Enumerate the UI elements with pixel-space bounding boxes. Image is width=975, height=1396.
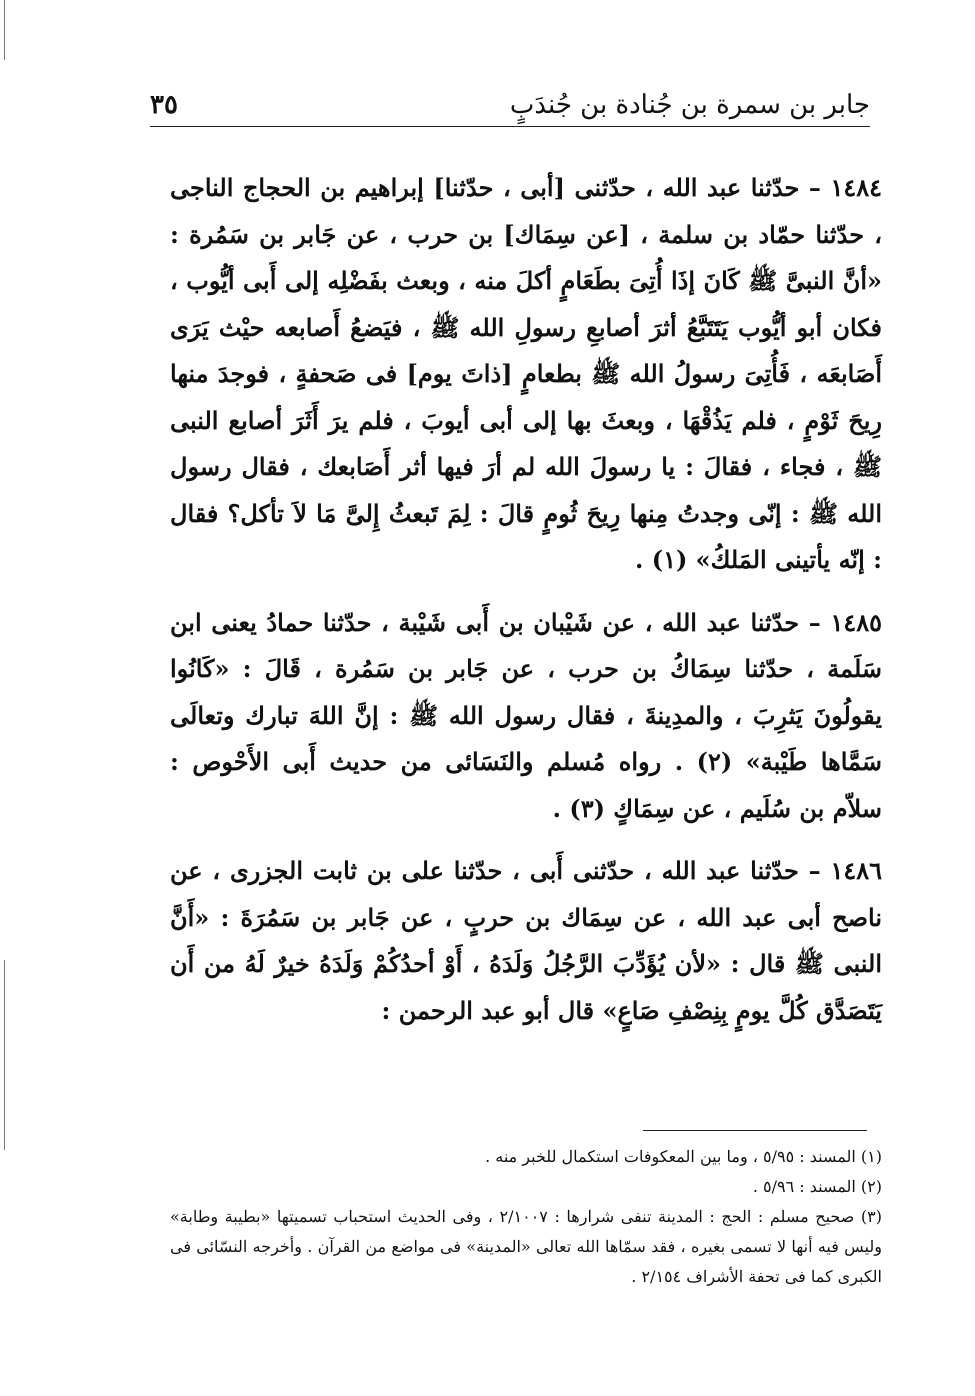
footnote-1: (١) المسند : ٥/٩٥ ، وما بين المعكوفات استكمال للخبر منه . (485, 1147, 882, 1166)
hadith-1486: ١٤٨٦ – حدّثنا عبد الله ، حدّثنى أَبى ، حدّثنا على بن ثابت الجزرى ، عن ناصح أبى عبد الله ، عن سِمَاك بن حربٍ ، عن جَابر بن سَمُرَةَ : «أَنَّ النبى ﷺ قال : «لأن يُؤَدِّبَ الرَّجُلُ وَلَدَهُ ، أَوْ أحدُكُمْ وَلَدَهُ خيرٌ لَهُ من أَن يَتَصَدَّق كُلَّ يومٍ بِنِصْفِ صَاعٍ» قال أبو عبد الرحمن : (170, 856, 883, 1025)
page-header (150, 82, 870, 127)
main-text (170, 165, 882, 1050)
footnote-separator (643, 1130, 867, 1131)
footnote-3: (٣) صحيح مسلم : الحج : المدينة تنفى شرارها : ٢/١٠٠٧ ، وفى الحديث استحباب تسميتها «بطيبة وطابة» وليس فيه أنها لا تسمى بغيره ، فقد سمّاها الله تعالى «المدينة» فى مواضع من القرآن . وأخرجه النسّائى فى الكبرى كما فى تحفة الأشراف ٢/١٥٤ . (170, 1207, 882, 1286)
running-title: جابر بن سمرة بن جُنادة بن جُندَبٍ (509, 90, 870, 120)
hadith-1484: ١٤٨٤ – حدّثنا عبد الله ، حدّثنى [أبى ، حدّثنا] إبراهيم بن الحجاج الناجى ، حدّثنا حمّاد بن سلمة ، [عن سِمَاك] بن حرب ، عن جَابر بن سَمُرة : «أنَّ النبىَّ ﷺ كَانَ إذَا أُتِىَ بطَعَامٍ أكلَ منه ، وبعث بفَضْلِه إلى أَبى أيُّوب ، فكان أبو أيُّوب يَتَتَبَّعُ أثرَ أصابعِ رسولِ الله ﷺ ، فيَضعُ أَصابعه حيْث يَرَى أَصَابعَه ، فَأُتِىَ رسولُ الله ﷺ بطعامٍ [ذاتَ يوم] فى صَحفةٍ ، فوجدَ منها رِيحَ ثَوْمٍ ، فلم يَذُقْهَا ، وبعثَ بها إلى أبى أيوبَ ، فلم يرَ أَثَرَ أصابع النبى ﷺ ، فجاء ، فقالَ : يا رسولَ الله لم أرَ فيها أثر أَصَابعك ، فقال رسول الله ﷺ : إنّى وجدتُ مِنها رِيحَ ثُومٍ قالَ : لِمَ تَبعثُ إِلىَّ مَا لاَ تأكل؟ فقال : إنّه يأتينى المَلكُ» (١) . (170, 173, 883, 574)
scan-edge-mark (4, 960, 5, 1150)
hadith-1485: ١٤٨٥ – حدّثنا عبد الله ، عن شَيْبان بن أَبى شَيْبة ، حدّثنا حمادُ يعنى ابن سَلَمة ، حدّثنا سِمَاكُ بن حرب ، عن جَابر بن سَمُرة ، قَالَ : «كَانُوا يقولُونَ يَثرِبَ ، والمدِينةَ ، فقال رسول الله ﷺ : إنَّ اللهَ تبارك وتعالَى سَمَّاها طَيْبة» (٢) . رواه مُسلم والنَسَائى من حديث أَبى الأَحْوص : سلاّم بن سُلَيم ، عن سِمَاكٍ (٣) . (170, 607, 882, 823)
footnotes (170, 1142, 882, 1292)
footnote-2: (٢) المسند : ٥/٩٦ . (752, 1177, 882, 1196)
scan-edge-mark (4, 0, 5, 60)
page-number: ٣٥ (150, 90, 178, 120)
